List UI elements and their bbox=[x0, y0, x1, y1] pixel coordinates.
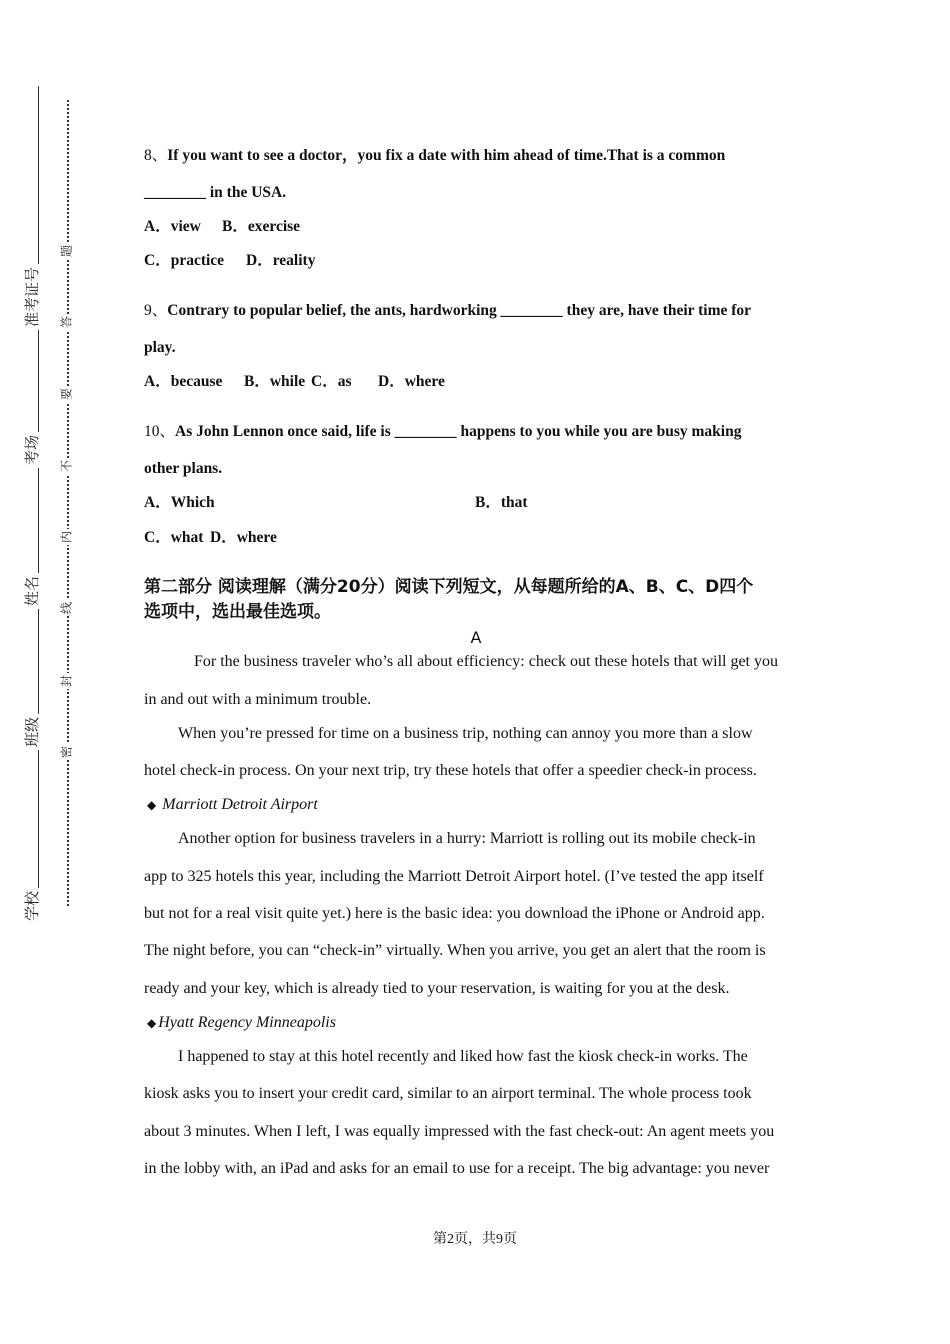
passage-p1-line-1: For the business traveler who’s all about efficiency: check out these hotels that will get you bbox=[194, 653, 778, 670]
section-heading-line-1: 第二部分 阅读理解（满分20分）阅读下列短文，从每题所给的A、B、C、D四个 bbox=[144, 577, 754, 597]
seal-char-xian: 线 bbox=[59, 601, 74, 615]
section-heading-line-2: 选项中，选出最佳选项。 bbox=[144, 602, 331, 622]
q9-option-b[interactable]: B．while bbox=[244, 373, 306, 390]
seal-char-feng: 封 bbox=[59, 674, 74, 688]
passage-p4-line-4: in the lobby with, an iPad and asks for an email to use for a receipt. The big advantage: you never bbox=[144, 1160, 770, 1177]
q9-option-c[interactable]: C．as bbox=[311, 373, 352, 390]
question-number: 8、 bbox=[144, 147, 168, 164]
hotel-heading-marriott: ◆ Marriott Detroit Airport bbox=[147, 796, 318, 813]
q8-option-a[interactable]: A．view bbox=[144, 218, 201, 235]
seal-char-bu: 不 bbox=[59, 459, 74, 473]
question-10-line-1: 10、As John Lennon once said, life is ________ happens to you while you are busy making bbox=[144, 423, 742, 440]
q10-option-b[interactable]: B．that bbox=[475, 494, 528, 511]
question-number: 10、 bbox=[144, 423, 176, 440]
q10-option-c[interactable]: C．what bbox=[144, 529, 204, 546]
passage-p3-line-3: but not for a real visit quite yet.) here is the basic idea: you download the iPhone or Android app. bbox=[144, 905, 765, 922]
q8-option-b[interactable]: B．exercise bbox=[222, 218, 301, 235]
passage-p1-line-2: in and out with a minimum trouble. bbox=[144, 691, 372, 708]
exam-room-label: 考场 bbox=[24, 432, 40, 468]
question-8-line-1: 8、If you want to see a doctor，you fix a date with him ahead of time.That is a common bbox=[144, 147, 726, 164]
passage-p4-line-2: kiosk asks you to insert your credit card, similar to an airport terminal. The whole process took bbox=[144, 1085, 752, 1102]
diamond-bullet-icon: ◆ bbox=[147, 798, 157, 812]
q9-option-d[interactable]: D．where bbox=[378, 373, 445, 390]
seal-char-da: 答 bbox=[59, 315, 74, 329]
passage-p3-line-1: Another option for business travelers in a hurry: Marriott is rolling out its mobile check-in bbox=[178, 830, 756, 847]
binding-dotted-line bbox=[67, 100, 69, 906]
question-9-line-1: 9、Contrary to popular belief, the ants, hardworking ________ they are, have their time for bbox=[144, 302, 752, 319]
hotel-heading-hyatt: ◆ Hyatt Regency Minneapolis bbox=[147, 1014, 336, 1031]
passage-p3-line-2: app to 325 hotels this year, including the Marriott Detroit Airport hotel. (I’ve tested the app itself bbox=[144, 868, 764, 885]
question-number: 9、 bbox=[144, 302, 168, 319]
q10-option-a[interactable]: A．Which bbox=[144, 494, 215, 511]
q8-option-c[interactable]: C．practice bbox=[144, 252, 225, 269]
seal-char-yao: 要 bbox=[59, 387, 74, 401]
school-label: 学校 bbox=[24, 888, 40, 924]
seal-char-mi: 密 bbox=[59, 745, 74, 759]
class-label: 班级 bbox=[24, 714, 40, 750]
passage-p3-line-5: ready and your key, which is already tied to your reservation, is waiting for you at the desk. bbox=[144, 980, 730, 997]
exam-id-label: 准考证号 bbox=[24, 264, 40, 330]
question-10-line-2: other plans. bbox=[144, 460, 223, 477]
name-label: 姓名 bbox=[24, 573, 40, 609]
passage-p3-line-4: The night before, you can “check-in” virtually. When you arrive, you get an alert that the room is bbox=[144, 942, 766, 959]
diamond-bullet-icon: ◆ bbox=[147, 1016, 157, 1030]
binding-solid-line bbox=[38, 86, 39, 924]
q10-option-d[interactable]: D．where bbox=[210, 529, 277, 546]
seal-char-nei: 内 bbox=[59, 530, 74, 544]
q9-option-a[interactable]: A．because bbox=[144, 373, 223, 390]
passage-p2-line-1: When you’re pressed for time on a business trip, nothing can annoy you more than a slow bbox=[178, 725, 753, 742]
passage-label: A bbox=[470, 628, 482, 647]
question-9-line-2: play. bbox=[144, 339, 176, 356]
page-footer: 第2页，共9页 bbox=[433, 1232, 517, 1247]
passage-p4-line-3: about 3 minutes. When I left, I was equally impressed with the fast check-out: An agent meets you bbox=[144, 1123, 775, 1140]
q8-option-d[interactable]: D．reality bbox=[246, 252, 316, 269]
question-8-line-2: ________ in the USA. bbox=[144, 184, 287, 201]
passage-p4-line-1: I happened to stay at this hotel recently and liked how fast the kiosk check-in works. The bbox=[178, 1048, 748, 1065]
seal-char-ti: 题 bbox=[59, 244, 74, 258]
passage-p2-line-2: hotel check-in process. On your next trip, try these hotels that offer a speedier check-in process. bbox=[144, 762, 757, 779]
